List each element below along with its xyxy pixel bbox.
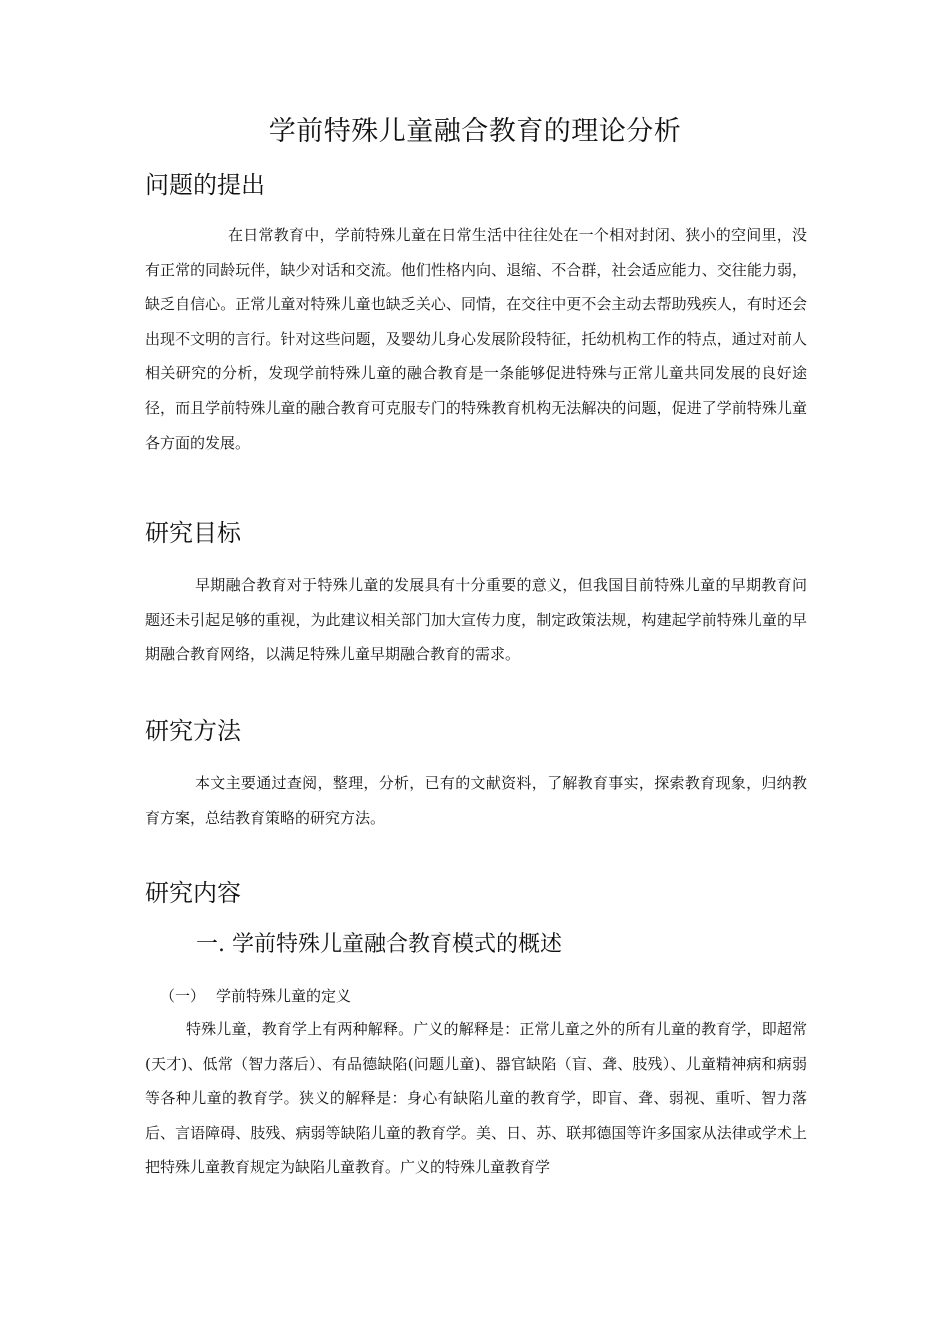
section-heading-methods: 研究方法	[145, 717, 241, 745]
subsection-heading-overview: 一. 学前特殊儿童融合教育模式的概述	[196, 932, 562, 957]
subsubsection-number: （一）	[160, 987, 206, 1005]
section-heading-content: 研究内容	[145, 879, 241, 907]
section-paragraph-goals: 早期融合教育对于特殊儿童的发展具有十分重要的意义，但我国目前特殊儿童的早期教育问题还未引起足够的重视，为此建议相关部门加大宣传力度，制定政策法规，构建起学前特殊儿童的早期融合教育网络，以满足特殊儿童早期融合教育的需求。	[145, 576, 807, 664]
section-paragraph-definition: 特殊儿童，教育学上有两种解释。广义的解释是：正常儿童之外的所有儿童的教育学，即超常(天才)、低常（智力落后）、有品德缺陷(问题儿童)、器官缺陷（盲、聋、肢残）、儿童精神病和病弱等各种儿童的教育学。狭义的解释是：身心有缺陷儿童的教育学，即盲、聋、弱视、重听、智力落后、言语障碍、肢残、病弱等缺陷儿童的教育学。美、日、苏、联邦德国等许多国家从法律或学术上把特殊儿童教育规定为缺陷儿童教育。广义的特殊儿童教育学	[145, 1020, 807, 1177]
document-title: 学前特殊儿童融合教育的理论分析	[268, 116, 682, 147]
subsubsection-heading-definition	[160, 984, 351, 1008]
section-heading-problem: 问题的提出	[145, 171, 265, 199]
section-paragraph-methods: 本文主要通过查阅，整理，分析，已有的文献资料，了解教育事实，探索教育现象，归纳教育方案，总结教育策略的研究方法。	[145, 774, 807, 827]
section-paragraph-problem: 在日常教育中，学前特殊儿童在日常生活中往往处在一个相对封闭、狭小的空间里，没有正常的同龄玩伴，缺少对话和交流。他们性格内向、退缩、不合群，社会适应能力、交往能力弱，缺乏自信心。正常儿童对特殊儿童也缺乏关心、同情，在交往中更不会主动去帮助残疾人，有时还会出现不文明的言行。针对这些问题，及婴幼儿身心发展阶段特征，托幼机构工作的特点，通过对前人相关研究的分析，发现学前特殊儿童的融合教育是一条能够促进特殊与正常儿童共同发展的良好途径，而且学前特殊儿童的融合教育可克服专门的特殊教育机构无法解决的问题，促进了学前特殊儿童各方面的发展。	[145, 226, 807, 452]
subsubsection-title: 学前特殊儿童的定义	[216, 987, 352, 1005]
section-heading-goals: 研究目标	[145, 519, 241, 547]
